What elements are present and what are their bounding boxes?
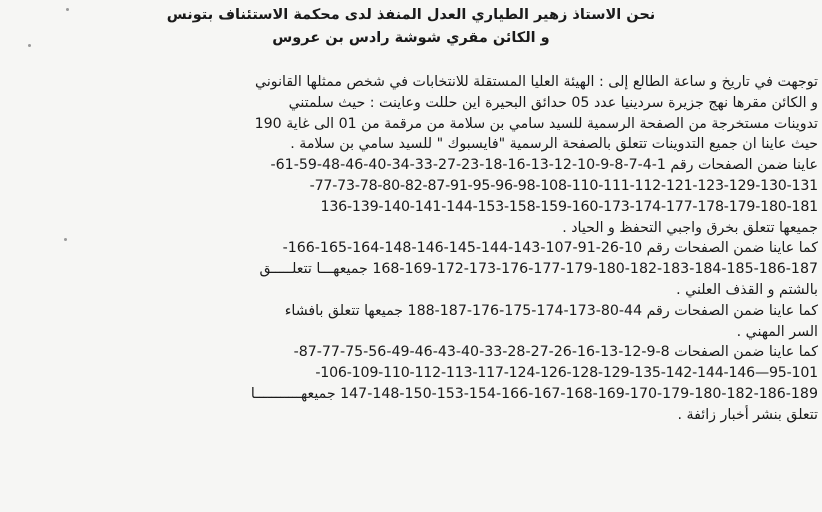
body-line: 136-139-140-141-144-153-158-159-160-173-174-177-178-179-180-181 (320, 198, 818, 215)
document-body (106, 72, 818, 426)
body-line: جميعها تتعلق بخرق واجبي التحفظ و الحياد . (562, 219, 818, 236)
body-line: كما عاينا ضمن الصفحات رقم 10-26-91-107-143-144-145-146-148-164-165-166- (282, 240, 818, 257)
body-line: 147-148-150-153-154-166-167-168-169-170-179-180-182-186-189 جميعهـــــــــــا (250, 385, 818, 402)
body-line: السر المهني . (736, 323, 818, 340)
body-line: بالشتم و القذف العلني . (676, 281, 818, 298)
scan-speck (28, 44, 31, 47)
scan-speck (64, 238, 67, 241)
body-line: 168-169-172-173-176-177-179-180-182-183-184-185-186-187 جميعهـــا تتعلـــــق (259, 261, 818, 278)
body-line: حيث عاينا ان جميع التدوينات تتعلق بالصفحة الرسمية "فايسبوك " للسيد سامي بن سلامة . (290, 136, 818, 153)
body-line: 77-73-78-80-82-87-91-95-96-98-108-110-111-112-121-123-129-130-131- (309, 177, 818, 194)
body-line: 95-101—106-109-110-112-113-117-124-126-128-129-135-142-144-146- (315, 365, 818, 382)
body-line: كما عاينا ضمن الصفحات 8-9-12-13-16-26-27-28-33-40-43-46-49-56-75-77-87- (293, 344, 818, 361)
body-line: و الكائن مقرها نهج جزيرة سردينيا عدد 05 حدائق البحيرة اين حللت وعاينت : حيث سلمتني (288, 94, 818, 111)
body-line: تتعلق بنشر أخبار زائفة . (677, 406, 818, 423)
body-line: تدوينات مستخرجة من الصفحة الرسمية للسيد سامي بن سلامة من مرقمة من 01 الى غاية 190 (254, 115, 818, 132)
scan-speck (66, 8, 69, 11)
body-line: عاينا ضمن الصفحات رقم 1-4-7-8-9-10-12-13-16-18-23-27-33-34-40-46-48-59-61- (270, 157, 818, 174)
header-line-1: نحن الاستاذ زهير الطياري العدل المنفذ لدى محكمة الاستئناف بتونس (166, 7, 656, 23)
document-header (0, 4, 822, 50)
body-line: توجهت في تاريخ و ساعة الطالع إلى : الهيئة العليا المستقلة للانتخابات في شخص ممثلها القانوني (255, 74, 818, 90)
body-line: كما عاينا ضمن الصفحات رقم 44-80-173-174-175-176-187-188 جميعها تتعلق بافشاء (284, 302, 818, 319)
header-line-2: و الكائن مقري شوشة رادس بن عروس (272, 30, 550, 46)
